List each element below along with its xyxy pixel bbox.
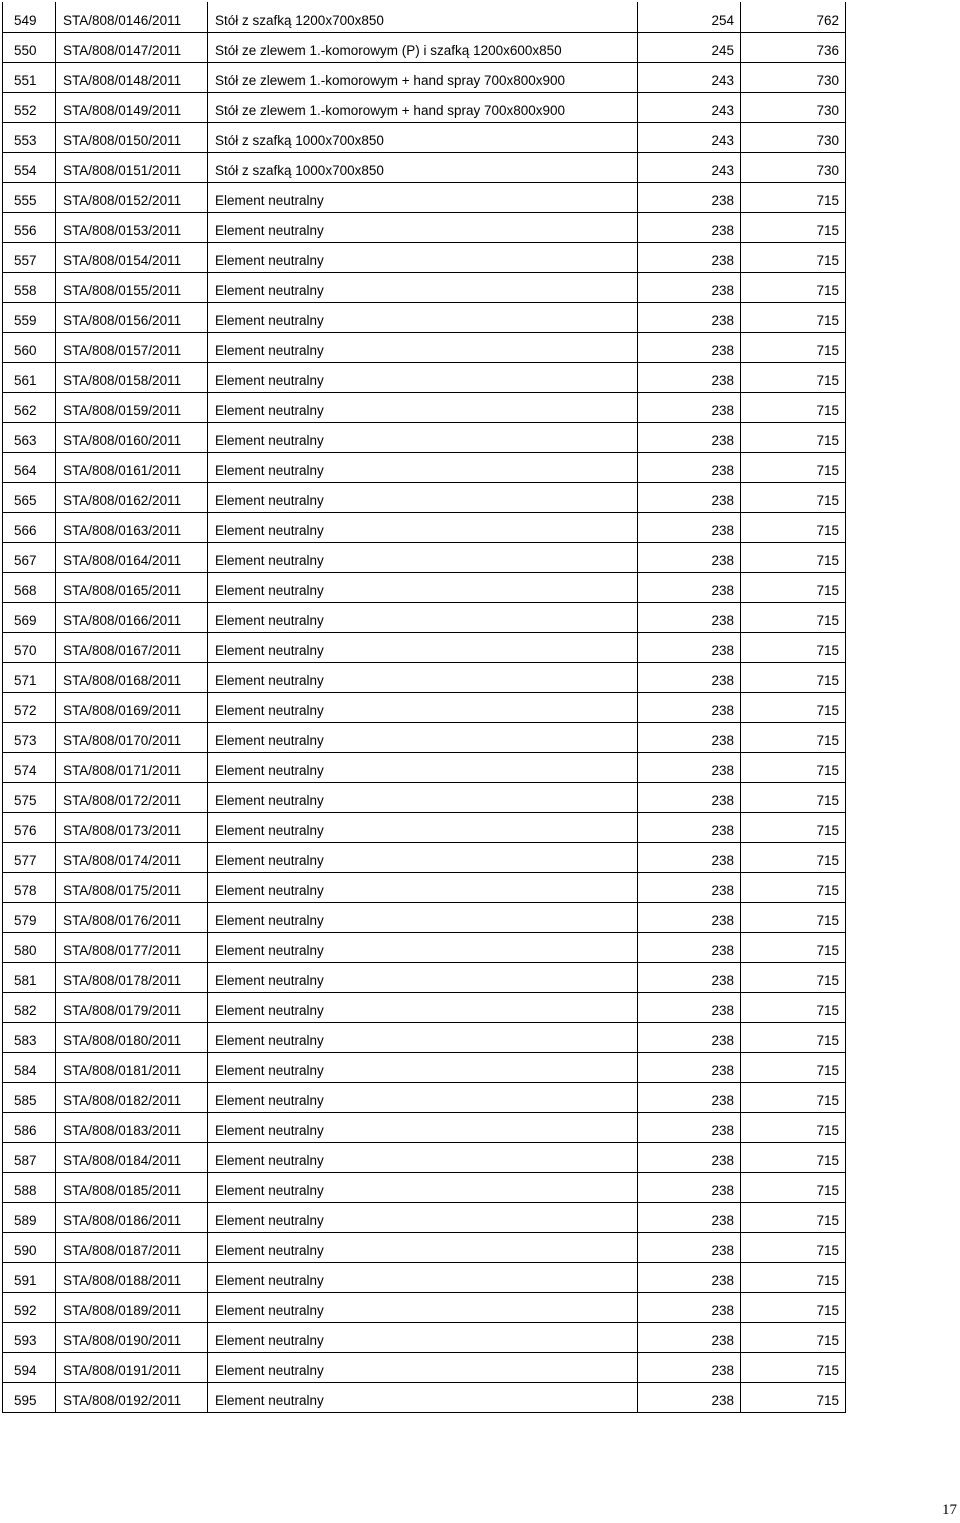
- table-row: [3, 602, 846, 632]
- item-description-cell: Element neutralny: [208, 452, 638, 482]
- value-2-cell: 715: [741, 962, 846, 992]
- value-1-cell: 238: [638, 602, 741, 632]
- row-number-cell: 560: [3, 332, 56, 362]
- table-row: [3, 1112, 846, 1142]
- value-1-cell: 238: [638, 452, 741, 482]
- value-1-cell: 238: [638, 572, 741, 602]
- item-description-cell: Element neutralny: [208, 1142, 638, 1172]
- value-2-cell: 715: [741, 812, 846, 842]
- inventory-code-cell: STA/808/0179/2011: [56, 992, 208, 1022]
- row-number-cell: 549: [3, 2, 56, 32]
- item-description-cell: Element neutralny: [208, 1352, 638, 1382]
- value-1-cell: 254: [638, 2, 741, 32]
- item-description-cell: Element neutralny: [208, 782, 638, 812]
- row-number-cell: 578: [3, 872, 56, 902]
- inventory-code-cell: STA/808/0151/2011: [56, 152, 208, 182]
- value-2-cell: 715: [741, 752, 846, 782]
- table-row: [3, 212, 846, 242]
- value-1-cell: 238: [638, 482, 741, 512]
- item-description-cell: Element neutralny: [208, 662, 638, 692]
- row-number-cell: 573: [3, 722, 56, 752]
- item-description-cell: Element neutralny: [208, 752, 638, 782]
- value-1-cell: 238: [638, 962, 741, 992]
- inventory-code-cell: STA/808/0170/2011: [56, 722, 208, 752]
- inventory-code-cell: STA/808/0154/2011: [56, 242, 208, 272]
- value-2-cell: 715: [741, 422, 846, 452]
- table-row: [3, 872, 846, 902]
- row-number-cell: 553: [3, 122, 56, 152]
- item-description-cell: Element neutralny: [208, 992, 638, 1022]
- value-1-cell: 238: [638, 1382, 741, 1412]
- value-2-cell: 715: [741, 1232, 846, 1262]
- item-description-cell: Stół ze zlewem 1.-komorowym (P) i szafką 1200x600x850: [208, 32, 638, 62]
- value-2-cell: 715: [741, 872, 846, 902]
- inventory-code-cell: STA/808/0165/2011: [56, 572, 208, 602]
- inventory-code-cell: STA/808/0162/2011: [56, 482, 208, 512]
- item-description-cell: Element neutralny: [208, 1382, 638, 1412]
- table-row: [3, 302, 846, 332]
- row-number-cell: 563: [3, 422, 56, 452]
- item-description-cell: Element neutralny: [208, 962, 638, 992]
- item-description-cell: Element neutralny: [208, 632, 638, 662]
- item-description-cell: Stół z szafką 1000x700x850: [208, 122, 638, 152]
- inventory-code-cell: STA/808/0178/2011: [56, 962, 208, 992]
- inventory-code-cell: STA/808/0152/2011: [56, 182, 208, 212]
- value-2-cell: 715: [741, 632, 846, 662]
- table-row: [3, 962, 846, 992]
- row-number-cell: 555: [3, 182, 56, 212]
- table-row: [3, 92, 846, 122]
- item-description-cell: Element neutralny: [208, 1232, 638, 1262]
- table-row: [3, 1292, 846, 1322]
- value-1-cell: 238: [638, 782, 741, 812]
- item-description-cell: Element neutralny: [208, 212, 638, 242]
- inventory-code-cell: STA/808/0161/2011: [56, 452, 208, 482]
- item-description-cell: Element neutralny: [208, 422, 638, 452]
- item-description-cell: Element neutralny: [208, 272, 638, 302]
- item-description-cell: Element neutralny: [208, 182, 638, 212]
- item-description-cell: Stół ze zlewem 1.-komorowym + hand spray 700x800x900: [208, 62, 638, 92]
- table-row: [3, 1142, 846, 1172]
- item-description-cell: Element neutralny: [208, 902, 638, 932]
- row-number-cell: 568: [3, 572, 56, 602]
- value-2-cell: 715: [741, 392, 846, 422]
- row-number-cell: 571: [3, 662, 56, 692]
- item-description-cell: Element neutralny: [208, 1172, 638, 1202]
- value-1-cell: 238: [638, 302, 741, 332]
- inventory-code-cell: STA/808/0180/2011: [56, 1022, 208, 1052]
- value-2-cell: 715: [741, 902, 846, 932]
- inventory-code-cell: STA/808/0150/2011: [56, 122, 208, 152]
- item-description-cell: Element neutralny: [208, 722, 638, 752]
- value-2-cell: 715: [741, 1022, 846, 1052]
- value-2-cell: 715: [741, 182, 846, 212]
- table-row: [3, 2, 846, 32]
- row-number-cell: 586: [3, 1112, 56, 1142]
- value-1-cell: 243: [638, 92, 741, 122]
- item-description-cell: Element neutralny: [208, 1292, 638, 1322]
- inventory-code-cell: STA/808/0184/2011: [56, 1142, 208, 1172]
- page-number: 17: [942, 1502, 957, 1518]
- value-2-cell: 715: [741, 602, 846, 632]
- value-2-cell: 715: [741, 1322, 846, 1352]
- value-2-cell: 715: [741, 662, 846, 692]
- value-2-cell: 715: [741, 1172, 846, 1202]
- table-row: [3, 362, 846, 392]
- value-2-cell: 715: [741, 782, 846, 812]
- inventory-code-cell: STA/808/0174/2011: [56, 842, 208, 872]
- table-row: [3, 662, 846, 692]
- item-description-cell: Element neutralny: [208, 1112, 638, 1142]
- table-row: [3, 992, 846, 1022]
- value-2-cell: 715: [741, 1052, 846, 1082]
- row-number-cell: 587: [3, 1142, 56, 1172]
- value-1-cell: 238: [638, 1232, 741, 1262]
- value-2-cell: 730: [741, 152, 846, 182]
- inventory-code-cell: STA/808/0181/2011: [56, 1052, 208, 1082]
- inventory-code-cell: STA/808/0173/2011: [56, 812, 208, 842]
- inventory-code-cell: STA/808/0159/2011: [56, 392, 208, 422]
- value-1-cell: 243: [638, 62, 741, 92]
- table-row: [3, 1352, 846, 1382]
- row-number-cell: 592: [3, 1292, 56, 1322]
- table-row: [3, 782, 846, 812]
- table-row: [3, 1232, 846, 1262]
- value-2-cell: 730: [741, 122, 846, 152]
- table-row: [3, 1322, 846, 1352]
- item-description-cell: Element neutralny: [208, 512, 638, 542]
- row-number-cell: 552: [3, 92, 56, 122]
- row-number-cell: 584: [3, 1052, 56, 1082]
- inventory-code-cell: STA/808/0175/2011: [56, 872, 208, 902]
- value-2-cell: 736: [741, 32, 846, 62]
- inventory-code-cell: STA/808/0156/2011: [56, 302, 208, 332]
- item-description-cell: Element neutralny: [208, 482, 638, 512]
- value-1-cell: 238: [638, 632, 741, 662]
- row-number-cell: 564: [3, 452, 56, 482]
- inventory-code-cell: STA/808/0176/2011: [56, 902, 208, 932]
- value-1-cell: 238: [638, 1202, 741, 1232]
- inventory-table: [2, 2, 846, 1413]
- value-1-cell: 238: [638, 1322, 741, 1352]
- table-row: [3, 812, 846, 842]
- item-description-cell: Element neutralny: [208, 542, 638, 572]
- value-1-cell: 238: [638, 272, 741, 302]
- row-number-cell: 575: [3, 782, 56, 812]
- table-row: [3, 512, 846, 542]
- row-number-cell: 567: [3, 542, 56, 572]
- value-1-cell: 238: [638, 902, 741, 932]
- value-2-cell: 715: [741, 482, 846, 512]
- item-description-cell: Element neutralny: [208, 932, 638, 962]
- row-number-cell: 570: [3, 632, 56, 662]
- row-number-cell: 574: [3, 752, 56, 782]
- table-row: [3, 242, 846, 272]
- inventory-code-cell: STA/808/0177/2011: [56, 932, 208, 962]
- value-1-cell: 238: [638, 1262, 741, 1292]
- table-row: [3, 452, 846, 482]
- item-description-cell: Element neutralny: [208, 362, 638, 392]
- table-row: [3, 842, 846, 872]
- table-row: [3, 1082, 846, 1112]
- value-1-cell: 245: [638, 32, 741, 62]
- inventory-code-cell: STA/808/0153/2011: [56, 212, 208, 242]
- inventory-code-cell: STA/808/0172/2011: [56, 782, 208, 812]
- value-2-cell: 715: [741, 242, 846, 272]
- value-1-cell: 238: [638, 512, 741, 542]
- value-1-cell: 238: [638, 932, 741, 962]
- inventory-code-cell: STA/808/0183/2011: [56, 1112, 208, 1142]
- inventory-code-cell: STA/808/0182/2011: [56, 1082, 208, 1112]
- value-2-cell: 715: [741, 1352, 846, 1382]
- row-number-cell: 562: [3, 392, 56, 422]
- row-number-cell: 565: [3, 482, 56, 512]
- inventory-code-cell: STA/808/0149/2011: [56, 92, 208, 122]
- item-description-cell: Stół z szafką 1000x700x850: [208, 152, 638, 182]
- table-row: [3, 692, 846, 722]
- row-number-cell: 577: [3, 842, 56, 872]
- inventory-code-cell: STA/808/0192/2011: [56, 1382, 208, 1412]
- value-2-cell: 715: [741, 272, 846, 302]
- row-number-cell: 557: [3, 242, 56, 272]
- item-description-cell: Element neutralny: [208, 392, 638, 422]
- value-2-cell: 715: [741, 842, 846, 872]
- value-2-cell: 715: [741, 932, 846, 962]
- inventory-code-cell: STA/808/0166/2011: [56, 602, 208, 632]
- value-1-cell: 238: [638, 422, 741, 452]
- value-1-cell: 238: [638, 1112, 741, 1142]
- row-number-cell: 581: [3, 962, 56, 992]
- table-row: [3, 32, 846, 62]
- inventory-code-cell: STA/808/0189/2011: [56, 1292, 208, 1322]
- item-description-cell: Element neutralny: [208, 842, 638, 872]
- table-row: [3, 1262, 846, 1292]
- item-description-cell: Element neutralny: [208, 1022, 638, 1052]
- row-number-cell: 588: [3, 1172, 56, 1202]
- inventory-code-cell: STA/808/0147/2011: [56, 32, 208, 62]
- value-1-cell: 238: [638, 542, 741, 572]
- table-row: [3, 392, 846, 422]
- value-2-cell: 715: [741, 1382, 846, 1412]
- value-1-cell: 238: [638, 1082, 741, 1112]
- inventory-code-cell: STA/808/0167/2011: [56, 632, 208, 662]
- table-row: [3, 272, 846, 302]
- value-2-cell: 730: [741, 62, 846, 92]
- row-number-cell: 590: [3, 1232, 56, 1262]
- table-row: [3, 632, 846, 662]
- value-1-cell: 238: [638, 812, 741, 842]
- value-2-cell: 730: [741, 92, 846, 122]
- row-number-cell: 566: [3, 512, 56, 542]
- row-number-cell: 593: [3, 1322, 56, 1352]
- value-1-cell: 238: [638, 1172, 741, 1202]
- inventory-code-cell: STA/808/0148/2011: [56, 62, 208, 92]
- row-number-cell: 580: [3, 932, 56, 962]
- inventory-code-cell: STA/808/0163/2011: [56, 512, 208, 542]
- item-description-cell: Stół z szafką 1200x700x850: [208, 2, 638, 32]
- value-2-cell: 715: [741, 212, 846, 242]
- inventory-code-cell: STA/808/0190/2011: [56, 1322, 208, 1352]
- item-description-cell: Element neutralny: [208, 812, 638, 842]
- value-1-cell: 238: [638, 362, 741, 392]
- value-2-cell: 715: [741, 572, 846, 602]
- value-1-cell: 238: [638, 1142, 741, 1172]
- value-2-cell: 715: [741, 1112, 846, 1142]
- inventory-code-cell: STA/808/0185/2011: [56, 1172, 208, 1202]
- row-number-cell: 550: [3, 32, 56, 62]
- row-number-cell: 576: [3, 812, 56, 842]
- value-1-cell: 238: [638, 1022, 741, 1052]
- value-2-cell: 715: [741, 512, 846, 542]
- value-2-cell: 715: [741, 1292, 846, 1322]
- item-description-cell: Element neutralny: [208, 302, 638, 332]
- value-2-cell: 715: [741, 722, 846, 752]
- table-row: [3, 722, 846, 752]
- inventory-code-cell: STA/808/0187/2011: [56, 1232, 208, 1262]
- item-description-cell: Element neutralny: [208, 1082, 638, 1112]
- value-2-cell: 715: [741, 1082, 846, 1112]
- table-row: [3, 122, 846, 152]
- row-number-cell: 561: [3, 362, 56, 392]
- value-1-cell: 238: [638, 1352, 741, 1382]
- item-description-cell: Element neutralny: [208, 602, 638, 632]
- value-2-cell: 762: [741, 2, 846, 32]
- value-1-cell: 238: [638, 242, 741, 272]
- value-1-cell: 238: [638, 722, 741, 752]
- row-number-cell: 594: [3, 1352, 56, 1382]
- value-2-cell: 715: [741, 362, 846, 392]
- value-1-cell: 238: [638, 332, 741, 362]
- table-row: [3, 1172, 846, 1202]
- table-body: [3, 2, 846, 1412]
- table-row: [3, 182, 846, 212]
- item-description-cell: Element neutralny: [208, 1202, 638, 1232]
- table-row: [3, 1022, 846, 1052]
- inventory-code-cell: STA/808/0191/2011: [56, 1352, 208, 1382]
- row-number-cell: 579: [3, 902, 56, 932]
- value-2-cell: 715: [741, 692, 846, 722]
- inventory-code-cell: STA/808/0171/2011: [56, 752, 208, 782]
- value-2-cell: 715: [741, 1142, 846, 1172]
- row-number-cell: 554: [3, 152, 56, 182]
- table-row: [3, 902, 846, 932]
- table-row: [3, 932, 846, 962]
- value-2-cell: 715: [741, 542, 846, 572]
- row-number-cell: 589: [3, 1202, 56, 1232]
- table-row: [3, 1202, 846, 1232]
- row-number-cell: 551: [3, 62, 56, 92]
- inventory-code-cell: STA/808/0188/2011: [56, 1262, 208, 1292]
- table-row: [3, 62, 846, 92]
- value-2-cell: 715: [741, 992, 846, 1022]
- inventory-code-cell: STA/808/0160/2011: [56, 422, 208, 452]
- value-1-cell: 238: [638, 212, 741, 242]
- item-description-cell: Stół ze zlewem 1.-komorowym + hand spray 700x800x900: [208, 92, 638, 122]
- table-row: [3, 1052, 846, 1082]
- row-number-cell: 583: [3, 1022, 56, 1052]
- value-1-cell: 238: [638, 182, 741, 212]
- value-1-cell: 238: [638, 842, 741, 872]
- row-number-cell: 595: [3, 1382, 56, 1412]
- inventory-code-cell: STA/808/0169/2011: [56, 692, 208, 722]
- row-number-cell: 559: [3, 302, 56, 332]
- value-1-cell: 238: [638, 1052, 741, 1082]
- table-row: [3, 752, 846, 782]
- item-description-cell: Element neutralny: [208, 572, 638, 602]
- value-1-cell: 238: [638, 662, 741, 692]
- value-1-cell: 238: [638, 752, 741, 782]
- item-description-cell: Element neutralny: [208, 872, 638, 902]
- value-1-cell: 238: [638, 692, 741, 722]
- value-2-cell: 715: [741, 452, 846, 482]
- row-number-cell: 572: [3, 692, 56, 722]
- row-number-cell: 591: [3, 1262, 56, 1292]
- value-1-cell: 243: [638, 152, 741, 182]
- table-row: [3, 572, 846, 602]
- item-description-cell: Element neutralny: [208, 332, 638, 362]
- value-2-cell: 715: [741, 302, 846, 332]
- row-number-cell: 558: [3, 272, 56, 302]
- value-2-cell: 715: [741, 1262, 846, 1292]
- inventory-code-cell: STA/808/0157/2011: [56, 332, 208, 362]
- table-row: [3, 1382, 846, 1412]
- row-number-cell: 585: [3, 1082, 56, 1112]
- table-row: [3, 482, 846, 512]
- value-1-cell: 238: [638, 392, 741, 422]
- table-row: [3, 542, 846, 572]
- value-1-cell: 238: [638, 1292, 741, 1322]
- item-description-cell: Element neutralny: [208, 692, 638, 722]
- value-1-cell: 243: [638, 122, 741, 152]
- inventory-code-cell: STA/808/0164/2011: [56, 542, 208, 572]
- inventory-code-cell: STA/808/0146/2011: [56, 2, 208, 32]
- item-description-cell: Element neutralny: [208, 242, 638, 272]
- table-row: [3, 152, 846, 182]
- row-number-cell: 556: [3, 212, 56, 242]
- row-number-cell: 582: [3, 992, 56, 1022]
- item-description-cell: Element neutralny: [208, 1262, 638, 1292]
- value-1-cell: 238: [638, 872, 741, 902]
- table-row: [3, 422, 846, 452]
- value-2-cell: 715: [741, 332, 846, 362]
- table-row: [3, 332, 846, 362]
- inventory-code-cell: STA/808/0155/2011: [56, 272, 208, 302]
- item-description-cell: Element neutralny: [208, 1322, 638, 1352]
- inventory-code-cell: STA/808/0168/2011: [56, 662, 208, 692]
- item-description-cell: Element neutralny: [208, 1052, 638, 1082]
- inventory-code-cell: STA/808/0186/2011: [56, 1202, 208, 1232]
- inventory-code-cell: STA/808/0158/2011: [56, 362, 208, 392]
- value-1-cell: 238: [638, 992, 741, 1022]
- value-2-cell: 715: [741, 1202, 846, 1232]
- row-number-cell: 569: [3, 602, 56, 632]
